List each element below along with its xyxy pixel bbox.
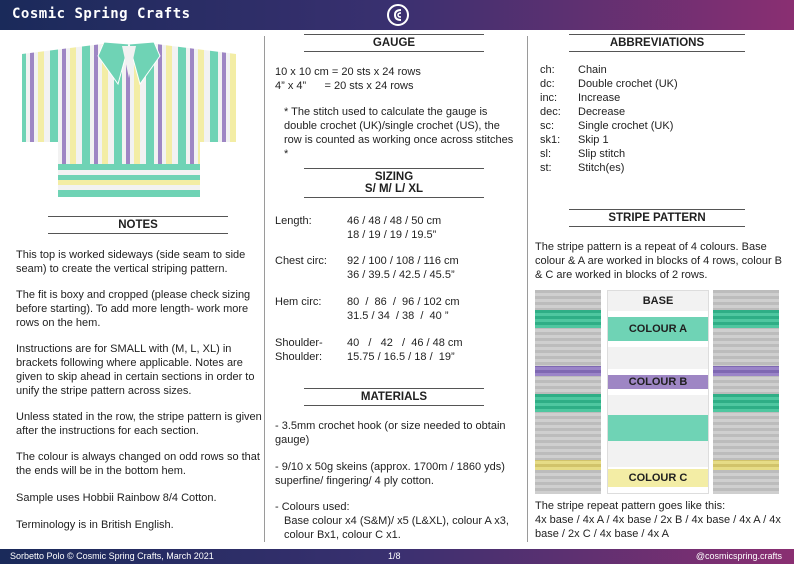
materials-title: MATERIALS [304, 388, 484, 406]
sizing-in: 15.75 / 16.5 / 18 / 19” [347, 351, 455, 363]
key-colour-a: COLOUR A [608, 317, 708, 341]
header-bar [0, 0, 794, 30]
sizing-label: Length: [275, 215, 312, 227]
notes-p7: Terminology is in British English. [16, 519, 174, 531]
abbr-item [540, 91, 678, 105]
sizing-subtitle: S/ M/ L/ XL [304, 183, 484, 198]
key-base-block [608, 347, 708, 369]
polo-illustration [18, 40, 240, 202]
materials-item-1: - 3.5mm crochet hook (or size needed to obtain gauge) [275, 420, 506, 446]
abbr-key: sl: [540, 148, 551, 160]
colour-key [607, 290, 709, 494]
sizing-in: 36 / 39.5 / 42.5 / 45.5” [347, 269, 455, 281]
abbr-key: dc: [540, 78, 555, 90]
stripe-repeat-intro: The stripe repeat pattern goes like this: [535, 500, 726, 512]
gauge-line-1: 10 x 10 cm = 20 sts x 24 rows [275, 66, 421, 78]
materials-item-4: Base colour x4 (S&M)/ x5 (L&XL), colour A x3, colour Bx1, colour C x1. [284, 515, 509, 541]
sizing-label: Hem circ: [275, 296, 322, 308]
abbr-item [540, 147, 678, 161]
abbr-key: dec: [540, 106, 561, 118]
sizing-row-chest [275, 254, 459, 282]
brand-logo-icon [386, 3, 410, 27]
abbr-value: Slip stitch [578, 148, 626, 160]
column-divider-2 [527, 36, 528, 542]
swatch-left-image [535, 290, 601, 494]
key-base-block [608, 395, 708, 415]
materials-item-3: - Colours used: [275, 501, 350, 513]
notes-p2: The fit is boxy and cropped (please check sizing before starting). To add more length- work more rows on the hem. [16, 289, 251, 329]
footer-bar [0, 549, 794, 564]
sizing-row-shoulder [275, 336, 463, 364]
notes-p1: This top is worked sideways (side seam to side seam) to create the vertical striping pattern. [16, 249, 246, 275]
abbr-value: Increase [578, 92, 621, 104]
swatch-right-image [713, 290, 779, 494]
sizing-in: 31.5 / 34 / 38 / 40 ” [347, 310, 449, 322]
abbr-item [540, 133, 678, 147]
stripe-repeat: 4x base / 4x A / 4x base / 2x B / 4x base / 4x A / 4x base / 2x C / 4x base / 4x A [535, 514, 781, 540]
abbr-value: Stitch(es) [578, 162, 625, 174]
footer-credit: Sorbetto Polo © Cosmic Spring Crafts, March 2021 [10, 551, 214, 561]
gauge-line-2: 4” x 4” = 20 sts x 24 rows [275, 80, 414, 92]
abbr-value: Double crochet (UK) [578, 78, 678, 90]
sizing-label: Chest circ: [275, 255, 327, 267]
gauge-title: GAUGE [304, 34, 484, 52]
sizing-label: Shoulder- [275, 337, 323, 349]
abbreviations-list [540, 63, 678, 175]
key-colour-b: COLOUR B [608, 375, 708, 389]
key-base: BASE [608, 291, 708, 311]
notes-p3: Instructions are for SMALL with (M, L, XL) in brackets following where applicable. Notes are given to skip ahead in certain sections in order to unify the stripe pattern across sizes. [16, 343, 255, 397]
abbr-value: Skip 1 [578, 134, 609, 146]
notes-p5: The colour is always changed on odd rows so that the ends will be in the bottom hem. [16, 451, 260, 477]
abbr-item [540, 105, 678, 119]
abbr-value: Chain [578, 64, 607, 76]
abbreviations-title: ABBREVIATIONS [569, 34, 745, 52]
stripe-title: STRIPE PATTERN [569, 209, 745, 227]
brand-name: Cosmic Spring Crafts [12, 6, 191, 22]
notes-p6: Sample uses Hobbii Rainbow 8/4 Cotton. [16, 492, 217, 504]
materials-item-2: - 9/10 x 50g skeins (approx. 1700m / 1860 yds) superfine/ fingering/ 4 ply cotton. [275, 461, 505, 487]
key-base-block [608, 441, 708, 467]
sizing-in: 18 / 19 / 19 / 19.5” [347, 229, 437, 241]
abbr-item [540, 77, 678, 91]
key-colour-a-block [608, 415, 708, 441]
abbr-item [540, 119, 678, 133]
sizing-title: SIZING [304, 168, 484, 185]
abbr-value: Single crochet (UK) [578, 120, 674, 132]
key-colour-c: COLOUR C [608, 469, 708, 487]
abbr-key: st: [540, 162, 552, 174]
abbr-key: inc: [540, 92, 558, 104]
sizing-cm: 46 / 48 / 48 / 50 cm [347, 215, 442, 227]
sizing-cm: 80 / 86 / 96 / 102 cm [347, 296, 460, 308]
page-number: 1/8 [388, 551, 401, 561]
sizing-row-length [275, 214, 441, 242]
abbr-key: ch: [540, 64, 555, 76]
abbr-item [540, 63, 678, 77]
stripe-intro: The stripe pattern is a repeat of 4 colours. Base colour & A are worked in blocks of 4 rows, colour B & C are worked in blocks of 2 rows. [535, 241, 783, 281]
abbr-value: Decrease [578, 106, 626, 118]
sizing-row-hem [275, 295, 460, 323]
notes-title: NOTES [48, 216, 228, 234]
abbr-key: sc: [540, 120, 555, 132]
abbr-key: sk1: [540, 134, 561, 146]
abbr-item [540, 161, 678, 175]
sizing-cm: 40 / 42 / 46 / 48 cm [347, 337, 463, 349]
footer-handle: @cosmicspring.crafts [695, 551, 782, 561]
sizing-cm: 92 / 100 / 108 / 116 cm [347, 255, 459, 267]
sizing-label-2: Shoulder: [275, 351, 323, 363]
notes-p4: Unless stated in the row, the stripe pattern is given after the instructions for each section. [16, 411, 262, 437]
gauge-note: * The stitch used to calculate the gauge is double crochet (UK)/single crochet (US), the row is counted as working once across stitches * [284, 106, 514, 160]
column-divider-1 [264, 36, 265, 542]
